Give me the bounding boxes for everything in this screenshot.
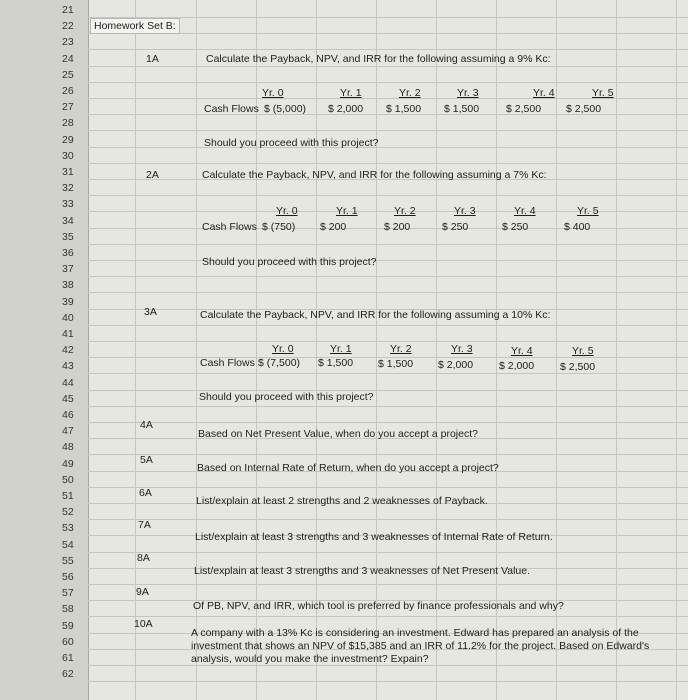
problem-label-10a[interactable]: 10A xyxy=(134,618,153,630)
row-header-column xyxy=(0,0,89,700)
row-gridline xyxy=(88,552,688,553)
row-gridline xyxy=(88,276,688,277)
row-gridline xyxy=(88,681,688,682)
row-number[interactable]: 60 xyxy=(62,635,74,648)
problem-question-5a[interactable]: Based on Internal Rate of Return, when do you accept a project? xyxy=(197,462,499,474)
cashflow-value[interactable]: $ (7,500) xyxy=(258,357,301,369)
row-gridline xyxy=(88,616,688,617)
row-number[interactable]: 35 xyxy=(62,230,74,243)
year-header[interactable]: Yr. 4 xyxy=(514,205,536,217)
follow-up-question-2a[interactable]: Should you proceed with this project? xyxy=(202,256,377,268)
row-number[interactable]: 55 xyxy=(62,554,74,567)
row-number[interactable]: 31 xyxy=(62,166,74,178)
row-gridline xyxy=(88,82,688,83)
row-number[interactable]: 59 xyxy=(62,619,74,632)
row-gridline xyxy=(88,292,688,293)
cashflow-value[interactable]: $ 250 xyxy=(442,221,469,233)
row-number[interactable]: 48 xyxy=(62,441,74,454)
cashflow-value[interactable]: $ 1,500 xyxy=(386,103,422,115)
row-number[interactable]: 23 xyxy=(62,36,74,49)
column-gridline xyxy=(556,0,557,700)
cashflow-value[interactable]: $ (5,000) xyxy=(264,103,307,115)
column-gridline xyxy=(616,0,617,700)
row-gridline xyxy=(88,422,688,423)
row-number[interactable]: 26 xyxy=(62,85,74,97)
row-number[interactable]: 49 xyxy=(62,457,74,470)
row-number[interactable]: 22 xyxy=(62,20,74,33)
row-number[interactable]: 36 xyxy=(62,247,74,259)
problem-label-9a[interactable]: 9A xyxy=(136,586,149,598)
row-gridline xyxy=(88,147,688,148)
cashflow-value[interactable]: $ (750) xyxy=(262,221,296,233)
column-gridline xyxy=(496,0,497,700)
problem-question-8a[interactable]: List/explain at least 3 strengths and 3 weaknesses of Net Present Value. xyxy=(194,565,530,577)
row-number[interactable]: 50 xyxy=(62,473,74,486)
cashflow-value[interactable]: $ 1,500 xyxy=(444,103,480,115)
problem-label-8a[interactable]: 8A xyxy=(137,552,150,564)
row-gridline xyxy=(88,373,688,374)
cashflow-value[interactable]: $ 200 xyxy=(320,221,347,233)
problem-question-7a[interactable]: List/explain at least 3 strengths and 3 weaknesses of Internal Rate of Return. xyxy=(195,531,553,543)
column-gridline xyxy=(676,0,677,700)
row-gridline xyxy=(88,260,688,261)
cashflow-value[interactable]: $ 2,500 xyxy=(560,361,596,373)
row-number[interactable]: 27 xyxy=(62,101,74,114)
year-header[interactable]: Yr. 4 xyxy=(533,87,555,99)
row-number[interactable]: 47 xyxy=(62,425,74,438)
row-gridline xyxy=(88,454,688,455)
row-gridline xyxy=(88,487,688,488)
year-header[interactable]: Yr. 3 xyxy=(457,87,479,99)
column-gridline xyxy=(376,0,377,700)
row-number[interactable]: 32 xyxy=(62,182,74,195)
cashflow-row-label[interactable]: Cash Flows xyxy=(202,221,257,233)
year-header[interactable]: Yr. 1 xyxy=(340,87,362,99)
column-gridline xyxy=(436,0,437,700)
row-number[interactable]: 43 xyxy=(62,360,74,373)
cashflow-value[interactable]: $ 250 xyxy=(502,221,529,233)
cashflow-value[interactable]: $ 2,000 xyxy=(499,360,535,372)
row-number[interactable]: 21 xyxy=(62,4,74,16)
row-number[interactable]: 40 xyxy=(62,311,74,324)
column-gridline xyxy=(196,0,197,700)
row-number[interactable]: 41 xyxy=(62,328,74,340)
year-header[interactable]: Yr. 2 xyxy=(399,87,421,99)
row-number[interactable]: 51 xyxy=(62,490,74,502)
row-number[interactable]: 25 xyxy=(62,68,74,81)
follow-up-question-1a[interactable]: Should you proceed with this project? xyxy=(204,137,379,149)
year-header[interactable]: Yr. 5 xyxy=(577,205,599,217)
problem-label-1a[interactable]: 1A xyxy=(146,53,159,65)
row-gridline xyxy=(88,325,688,326)
cashflow-value[interactable]: $ 400 xyxy=(564,221,591,233)
cashflow-value[interactable]: $ 1,500 xyxy=(318,357,354,369)
cashflow-value[interactable]: $ 2,000 xyxy=(438,359,474,371)
problem-question-6a[interactable]: List/explain at least 2 strengths and 2 weaknesses of Payback. xyxy=(196,495,488,507)
year-header[interactable]: Yr. 2 xyxy=(390,343,412,355)
row-number[interactable]: 56 xyxy=(62,571,74,583)
row-number[interactable]: 37 xyxy=(62,263,74,276)
row-number[interactable]: 30 xyxy=(62,149,74,162)
row-number[interactable]: 58 xyxy=(62,603,74,616)
year-header[interactable]: Yr. 3 xyxy=(454,205,476,217)
year-header[interactable]: Yr. 5 xyxy=(592,87,614,99)
row-number[interactable]: 28 xyxy=(62,117,74,130)
row-number[interactable]: 61 xyxy=(62,652,74,664)
row-number[interactable]: 29 xyxy=(62,133,74,146)
row-gridline xyxy=(88,519,688,520)
problem-question-9a[interactable]: Of PB, NPV, and IRR, which tool is preferred by finance professionals and why? xyxy=(193,600,564,612)
cashflow-row-label[interactable]: Cash Flows xyxy=(204,103,259,115)
row-number[interactable]: 53 xyxy=(62,522,74,535)
row-gridline xyxy=(88,244,688,245)
problem-label-6a[interactable]: 6A xyxy=(139,487,152,499)
problem-label-2a[interactable]: 2A xyxy=(146,169,159,181)
row-number[interactable]: 39 xyxy=(62,295,74,308)
row-number[interactable]: 42 xyxy=(62,344,74,357)
problem-label-3a[interactable]: 3A xyxy=(144,306,157,318)
problem-question-2a[interactable]: Calculate the Payback, NPV, and IRR for the following assuming a 7% Kc: xyxy=(202,169,547,181)
row-number[interactable]: 52 xyxy=(62,506,74,519)
year-header[interactable]: Yr. 1 xyxy=(336,205,358,217)
row-gridline xyxy=(88,195,688,196)
row-number[interactable]: 54 xyxy=(62,538,74,551)
cashflow-value[interactable]: $ 2,500 xyxy=(566,103,602,115)
follow-up-question-3a[interactable]: Should you proceed with this project? xyxy=(199,391,374,403)
row-gridline xyxy=(88,390,688,391)
year-header[interactable]: Yr. 4 xyxy=(511,345,533,357)
row-gridline xyxy=(88,341,688,342)
cashflow-value[interactable]: $ 200 xyxy=(384,221,411,233)
year-header[interactable]: Yr. 0 xyxy=(262,87,284,99)
row-number[interactable]: 57 xyxy=(62,587,74,600)
problem-question-3a[interactable]: Calculate the Payback, NPV, and IRR for the following assuming a 10% Kc: xyxy=(200,309,551,321)
row-gridline xyxy=(88,406,688,407)
row-gridline xyxy=(88,49,688,50)
year-header[interactable]: Yr. 0 xyxy=(272,343,294,355)
problem-question-4a[interactable]: Based on Net Present Value, when do you accept a project? xyxy=(198,428,478,440)
row-number[interactable]: 45 xyxy=(62,392,74,405)
cashflow-value[interactable]: $ 1,500 xyxy=(378,358,414,370)
year-header[interactable]: Yr. 0 xyxy=(276,205,298,217)
row-gridline xyxy=(88,130,688,131)
year-header[interactable]: Yr. 5 xyxy=(572,345,594,357)
year-header[interactable]: Yr. 1 xyxy=(330,343,352,355)
column-gridline xyxy=(316,0,317,700)
row-gridline xyxy=(88,163,688,164)
year-header[interactable]: Yr. 2 xyxy=(394,205,416,217)
cashflow-value[interactable]: $ 2,500 xyxy=(506,103,542,115)
row-number[interactable]: 24 xyxy=(62,52,74,65)
row-number[interactable]: 38 xyxy=(62,279,74,292)
cashflow-row-label[interactable]: Cash Flows xyxy=(200,357,255,369)
row-number[interactable]: 34 xyxy=(62,214,74,227)
problem-label-4a[interactable]: 4A xyxy=(140,419,153,431)
problem-label-7a[interactable]: 7A xyxy=(138,519,151,531)
problem-question-1a[interactable]: Calculate the Payback, NPV, and IRR for the following assuming a 9% Kc: xyxy=(206,53,551,65)
row-gridline xyxy=(88,584,688,585)
problem-question-10a[interactable]: A company with a 13% Kc is considering an investment. Edward has prepared an analysis of the investment that shows an NPV of $15,385 and an IRR of 11.2% for the project. Based on Edward's analysis, would you make the investment? Expain? xyxy=(191,627,650,665)
row-number[interactable]: 62 xyxy=(62,668,74,681)
row-number[interactable]: 44 xyxy=(62,376,74,389)
year-header[interactable]: Yr. 3 xyxy=(451,343,473,355)
row-number[interactable]: 46 xyxy=(62,409,74,421)
problem-label-5a[interactable]: 5A xyxy=(140,454,153,466)
cashflow-value[interactable]: $ 2,000 xyxy=(328,103,364,115)
sheet-title[interactable]: Homework Set B: xyxy=(90,18,180,34)
row-number[interactable]: 33 xyxy=(62,198,74,211)
